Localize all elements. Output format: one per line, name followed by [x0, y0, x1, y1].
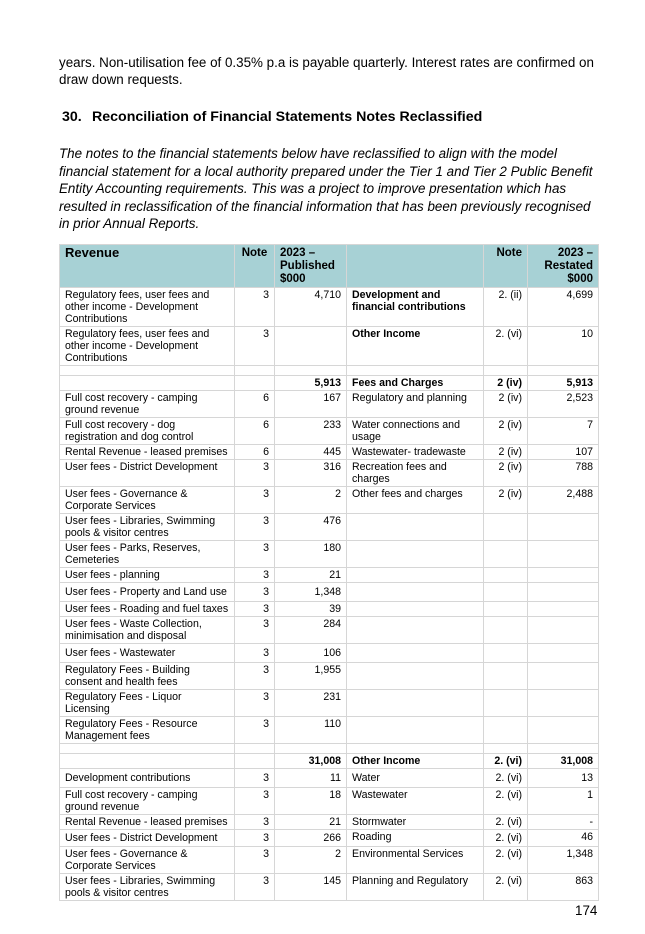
restated-note-cell: 2. (vi) — [484, 769, 528, 788]
published-cell: 39 — [275, 602, 347, 617]
restated-note-cell: 2 (iv) — [484, 391, 528, 418]
revenue-cell: User fees - District Development — [60, 830, 235, 847]
revenue-cell: Regulatory Fees - Liquor Licensing — [60, 690, 235, 717]
note-cell: 3 — [235, 514, 275, 541]
published-cell: 445 — [275, 445, 347, 460]
restated-note-cell: 2. (vi) — [484, 754, 528, 769]
note-cell: 6 — [235, 445, 275, 460]
revenue-cell: Regulatory Fees - Building consent and health fees — [60, 663, 235, 690]
published-cell: 2 — [275, 487, 347, 514]
table-row — [60, 487, 599, 514]
restated-label-cell: Development and financial contributions — [347, 288, 484, 327]
note-cell: 3 — [235, 788, 275, 815]
intro-text: years. Non-utilisation fee of 0.35% p.a is payable quarterly. Interest rates are confirmed on draw down requests. — [59, 55, 594, 87]
published-cell: 1,348 — [275, 583, 347, 602]
note-cell: 3 — [235, 769, 275, 788]
section-number: 30. — [62, 109, 82, 125]
table-row — [60, 327, 599, 366]
restated-label-cell: Planning and Regulatory — [347, 874, 484, 901]
revenue-cell: Regulatory fees, user fees and other income - Development Contributions — [60, 327, 235, 366]
note-cell: 3 — [235, 644, 275, 663]
table-row — [60, 830, 599, 847]
spacer-row — [60, 744, 599, 754]
restated-cell: 2,523 — [528, 391, 599, 418]
published-cell: 266 — [275, 830, 347, 847]
header-note: Note — [235, 245, 275, 288]
revenue-cell — [60, 376, 235, 391]
restated-label-cell: Fees and Charges — [347, 376, 484, 391]
revenue-cell: Development contributions — [60, 769, 235, 788]
restated-cell: 863 — [528, 874, 599, 901]
note-cell: 3 — [235, 602, 275, 617]
restated-cell: 46 — [528, 830, 599, 847]
table-row — [60, 617, 599, 644]
revenue-cell: User fees - Parks, Reserves, Cemeteries — [60, 541, 235, 568]
table-header-row — [60, 245, 599, 288]
revenue-cell: Full cost recovery - camping ground revenue — [60, 788, 235, 815]
table-row — [60, 769, 599, 788]
restated-cell: 1 — [528, 788, 599, 815]
restated-label-cell: Water — [347, 769, 484, 788]
table-row — [60, 644, 599, 663]
note-cell: 3 — [235, 288, 275, 327]
table-row — [60, 717, 599, 744]
table-row — [60, 847, 599, 874]
restated-cell: 107 — [528, 445, 599, 460]
revenue-cell: User fees - Libraries, Swimming pools & visitor centres — [60, 514, 235, 541]
restated-note-cell: 2 (iv) — [484, 418, 528, 445]
revenue-cell — [60, 754, 235, 769]
revenue-cell: Rental Revenue - leased premises — [60, 445, 235, 460]
note-cell: 3 — [235, 487, 275, 514]
subtotal-row — [60, 376, 599, 391]
restated-label-cell: Stormwater — [347, 815, 484, 830]
note-cell: 3 — [235, 830, 275, 847]
table-row — [60, 788, 599, 815]
published-cell: 167 — [275, 391, 347, 418]
restated-label-cell: Environmental Services — [347, 847, 484, 874]
table-row — [60, 288, 599, 327]
restated-label-cell: Wastewater — [347, 788, 484, 815]
restated-note-cell: 2 (iv) — [484, 460, 528, 487]
table-row — [60, 568, 599, 583]
note-cell: 3 — [235, 327, 275, 366]
table-row — [60, 690, 599, 717]
revenue-cell: Full cost recovery - camping ground revenue — [60, 391, 235, 418]
restated-cell: 31,008 — [528, 754, 599, 769]
note-cell: 3 — [235, 541, 275, 568]
header-restated: 2023 – Restated $000 — [528, 245, 599, 288]
published-cell: 316 — [275, 460, 347, 487]
restated-note-cell: 2. (ii) — [484, 288, 528, 327]
restated-cell: 2,488 — [528, 487, 599, 514]
restated-cell: 1,348 — [528, 847, 599, 874]
published-cell: 18 — [275, 788, 347, 815]
restated-note-cell: 2 (iv) — [484, 445, 528, 460]
table-row — [60, 602, 599, 617]
explanatory-paragraph: The notes to the financial statements below have reclassified to align with the model financial statement for a local authority prepared under the Tier 1 and Tier 2 Public Benefit Entity Accounting requirements. This was a project to improve presentation which has resulted in reclassification of the financial information that has been previously recognised in prior Annual Reports. — [59, 146, 593, 232]
revenue-cell: User fees - District Development — [60, 460, 235, 487]
restated-cell: 4,699 — [528, 288, 599, 327]
revenue-cell: User fees - Property and Land use — [60, 583, 235, 602]
restated-label-cell: Wastewater- tradewaste — [347, 445, 484, 460]
restated-label-cell: Other Income — [347, 327, 484, 366]
page-number: 174 — [575, 903, 598, 918]
note-cell: 3 — [235, 663, 275, 690]
restated-label-cell: Other Income — [347, 754, 484, 769]
restated-cell: 13 — [528, 769, 599, 788]
restated-note-cell: 2. (vi) — [484, 830, 528, 847]
table-row — [60, 418, 599, 445]
restated-label-cell: Other fees and charges — [347, 487, 484, 514]
table-row — [60, 445, 599, 460]
restated-note-cell: 2. (vi) — [484, 788, 528, 815]
spacer-row — [60, 366, 599, 376]
revenue-cell: User fees - planning — [60, 568, 235, 583]
table-row — [60, 583, 599, 602]
header-published: 2023 – Published $000 — [275, 245, 347, 288]
note-cell: 3 — [235, 874, 275, 901]
published-cell: 233 — [275, 418, 347, 445]
revenue-cell: User fees - Wastewater — [60, 644, 235, 663]
header-restated-note: Note — [484, 245, 528, 288]
header-revenue: Revenue — [60, 245, 235, 288]
section-heading — [62, 109, 482, 125]
table-row — [60, 874, 599, 901]
table-row — [60, 514, 599, 541]
note-cell: 6 — [235, 418, 275, 445]
section-title: Reconciliation of Financial Statements Notes Reclassified — [92, 109, 483, 125]
published-cell: 476 — [275, 514, 347, 541]
published-cell: 106 — [275, 644, 347, 663]
published-cell: 1,955 — [275, 663, 347, 690]
published-cell — [275, 327, 347, 366]
note-cell: 3 — [235, 847, 275, 874]
note-cell: 3 — [235, 568, 275, 583]
revenue-cell: User fees - Roading and fuel taxes — [60, 602, 235, 617]
reconciliation-table — [59, 244, 599, 901]
published-cell: 2 — [275, 847, 347, 874]
published-cell: 31,008 — [275, 754, 347, 769]
revenue-cell: User fees - Libraries, Swimming pools & visitor centres — [60, 874, 235, 901]
published-cell: 145 — [275, 874, 347, 901]
published-cell: 4,710 — [275, 288, 347, 327]
published-cell: 21 — [275, 815, 347, 830]
note-cell — [235, 754, 275, 769]
published-cell: 231 — [275, 690, 347, 717]
header-blank — [347, 245, 484, 288]
published-cell: 180 — [275, 541, 347, 568]
table-row — [60, 815, 599, 830]
published-cell: 21 — [275, 568, 347, 583]
table-row — [60, 541, 599, 568]
restated-label-cell: Roading — [347, 830, 484, 847]
revenue-cell: User fees - Waste Collection, minimisation and disposal — [60, 617, 235, 644]
table-row — [60, 391, 599, 418]
note-cell: 3 — [235, 617, 275, 644]
subtotal-row — [60, 754, 599, 769]
restated-cell: 10 — [528, 327, 599, 366]
published-cell: 284 — [275, 617, 347, 644]
revenue-cell: Rental Revenue - leased premises — [60, 815, 235, 830]
table-row — [60, 460, 599, 487]
revenue-cell: User fees - Governance & Corporate Services — [60, 487, 235, 514]
restated-note-cell: 2. (vi) — [484, 327, 528, 366]
restated-cell: 5,913 — [528, 376, 599, 391]
restated-label-cell: Recreation fees and charges — [347, 460, 484, 487]
note-cell: 3 — [235, 815, 275, 830]
restated-note-cell: 2. (vi) — [484, 874, 528, 901]
note-cell: 3 — [235, 583, 275, 602]
revenue-cell: User fees - Governance & Corporate Services — [60, 847, 235, 874]
restated-note-cell: 2. (vi) — [484, 847, 528, 874]
restated-note-cell: 2. (vi) — [484, 815, 528, 830]
note-cell: 3 — [235, 690, 275, 717]
published-cell: 5,913 — [275, 376, 347, 391]
restated-note-cell: 2 (iv) — [484, 487, 528, 514]
revenue-cell: Full cost recovery - dog registration and dog control — [60, 418, 235, 445]
note-cell — [235, 376, 275, 391]
published-cell: 11 — [275, 769, 347, 788]
note-cell: 6 — [235, 391, 275, 418]
restated-label-cell: Water connections and usage — [347, 418, 484, 445]
note-cell: 3 — [235, 717, 275, 744]
note-cell: 3 — [235, 460, 275, 487]
published-cell: 110 — [275, 717, 347, 744]
revenue-cell: Regulatory Fees - Resource Management fees — [60, 717, 235, 744]
restated-note-cell: 2 (iv) — [484, 376, 528, 391]
restated-cell: 7 — [528, 418, 599, 445]
restated-cell: 788 — [528, 460, 599, 487]
restated-cell: - — [528, 815, 599, 830]
table-row — [60, 663, 599, 690]
restated-label-cell: Regulatory and planning — [347, 391, 484, 418]
revenue-cell: Regulatory fees, user fees and other income - Development Contributions — [60, 288, 235, 327]
